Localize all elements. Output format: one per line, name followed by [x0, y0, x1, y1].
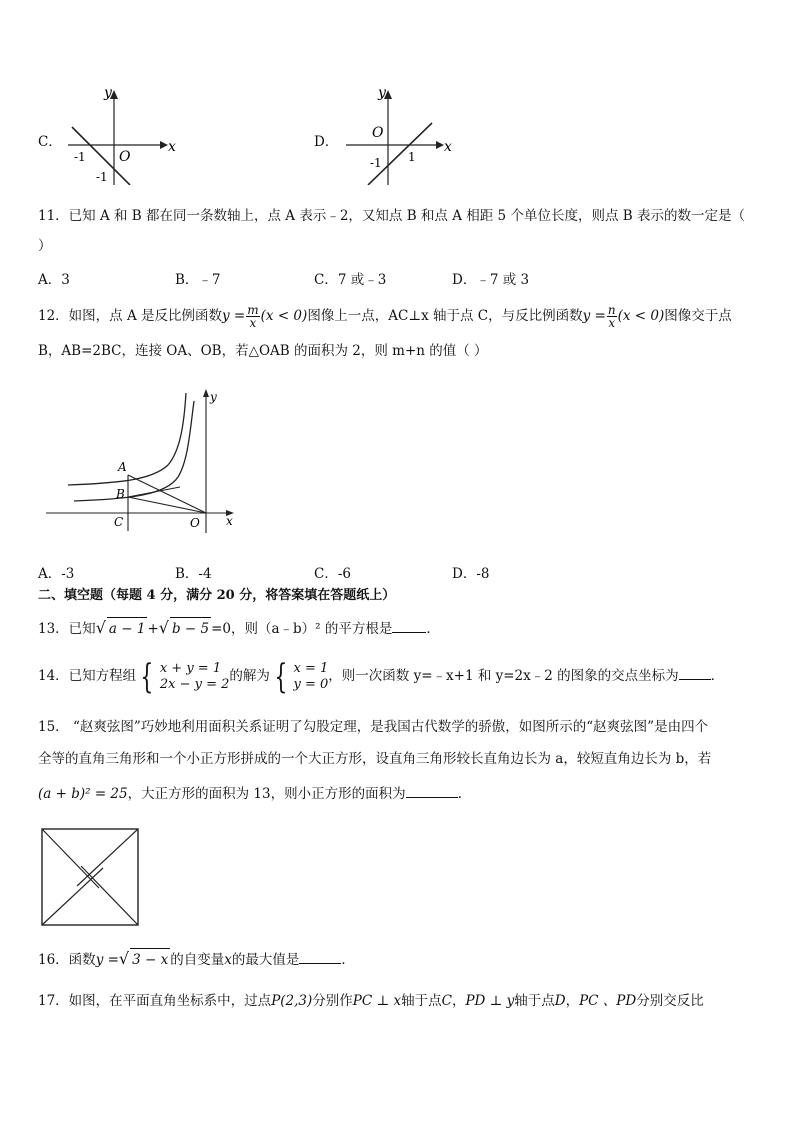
q12-part1: 12．如图，点 A 是反比例函数	[38, 308, 223, 324]
q12-fig-x: x	[226, 514, 233, 528]
q13-radicand-1: a − 1	[107, 617, 148, 640]
q17-part5: 轴于点	[514, 993, 555, 1009]
q12-option-a: A．-3	[38, 566, 75, 582]
q10-option-d-label: D．	[314, 134, 339, 150]
q16-answer-blank[interactable]	[299, 949, 341, 964]
q13-part3: ．	[426, 621, 440, 637]
q11-option-d: D．﹣7 或 3	[452, 272, 530, 288]
q10-option-d-graph	[340, 85, 460, 185]
q12-option-c: C．-6	[314, 566, 351, 582]
brace-icon: {	[140, 656, 154, 697]
q12-frac1-den: x	[249, 316, 257, 330]
q17-part7: 分别交反比	[636, 993, 704, 1009]
q10d-y-label: y	[378, 85, 386, 101]
q17-pc-perp-x: PC ⊥ x	[352, 993, 402, 1009]
q10c-x-label: x	[168, 139, 176, 155]
q12-frac1-num: m	[247, 303, 259, 317]
q15-zhao-shuang-diagram	[41, 828, 141, 928]
q14-part3: ，则一次函数 y=﹣x+1 和 y=2x﹣2 的图象的交点坐标为	[328, 668, 679, 684]
sqrt-icon: √	[95, 618, 106, 637]
q12-fraction-n-over-x	[607, 304, 617, 329]
q10d-pos1-x: 1	[408, 150, 416, 164]
q11-option-a: A．3	[38, 272, 70, 288]
q10c-y-label: y	[104, 85, 112, 101]
q16-x-var: x	[224, 952, 232, 968]
q10d-origin: O	[372, 125, 384, 141]
q12-y-eq-1: y =	[222, 308, 246, 324]
q13-part2: =0，则（a﹣b）² 的平方根是	[211, 621, 393, 637]
sqrt-icon: √	[118, 949, 130, 968]
q15-text-line1: 15． “赵爽弦图”巧妙地利用面积关系证明了勾股定理，是我国古代数学的骄傲，如图所示的“赵爽弦图”是由四个	[38, 719, 709, 735]
q13-answer-blank[interactable]	[392, 618, 426, 633]
q11-text-line2: ）	[38, 238, 52, 254]
q12-cond1-text: x < 0	[265, 308, 303, 324]
q17-part6: ，	[565, 993, 580, 1009]
q17-part1: 17．如图，在平面直角坐标系中，过点	[38, 993, 272, 1009]
q12-fig-b: B	[116, 487, 125, 501]
q12-fig-a: A	[118, 460, 127, 474]
q12-option-d: D．-8	[452, 566, 490, 582]
q13-text	[38, 617, 440, 640]
q11-option-c: C．7 或﹣3	[314, 272, 387, 288]
q12-fig-o: O	[190, 516, 200, 530]
q10c-neg1-x: -1	[74, 150, 86, 164]
q15-text-line3	[38, 783, 462, 805]
q17-part3: 轴于点	[401, 993, 442, 1009]
q10-option-c-label: C．	[38, 134, 62, 150]
q14-system-2	[270, 656, 329, 697]
q15-end: .	[457, 786, 462, 802]
q12-text-line1	[38, 302, 732, 330]
q14-part1: 14．已知方程组	[38, 668, 137, 684]
q15-text-line2: 全等的直角三角形和一个小正方形拼成的一个大正方形，设直角三角形较长直角边长为 a，较短直角边长为 b，若	[38, 751, 712, 767]
q15-answer-blank[interactable]	[406, 783, 458, 798]
q17-point-p: P(2,3)	[271, 993, 313, 1009]
q17-point-d: D	[554, 993, 566, 1009]
q12-text-line2: B，AB=2BC，连接 OA、OB，若△OAB 的面积为 2，则 m+n 的值（ ）	[38, 343, 488, 359]
q12-part3: 图像交于点	[664, 308, 732, 324]
q14-part2: 的解为	[229, 668, 270, 684]
q17-part4: ，	[451, 993, 466, 1009]
q12-cond2-text: x < 0	[622, 308, 659, 324]
q13-radicand-2: b − 5	[170, 617, 211, 640]
q14-sys1-row2: 2x − y = 2	[159, 676, 230, 692]
q11-text-line1: 11．已知 A 和 B 都在同一条数轴上，点 A 表示﹣2，又知点 B 和点 A 相距 5 个单位长度，则点 B 表示的数一定是（	[38, 208, 745, 224]
q14-sys2-row1: x = 1	[293, 660, 329, 676]
q14-sys2-row2: y = 0	[293, 676, 329, 692]
q10-option-c-graph	[64, 85, 184, 185]
q11-option-b: B．﹣7	[175, 272, 221, 288]
q12-frac2-num: n	[607, 303, 616, 317]
q12-fig-y: y	[210, 390, 217, 404]
q12-fig-c: C	[114, 515, 124, 529]
q15-equation: (a + b)² = 25	[38, 786, 128, 802]
q10d-x-label: x	[444, 139, 452, 155]
q12-y-eq-2: y =	[582, 308, 606, 324]
q10d-neg1-y: -1	[370, 156, 382, 170]
q16-part4: ．	[341, 952, 355, 968]
q17-pc-pd: PC 、PD	[579, 993, 637, 1009]
q15-part3: ，大正方形的面积为 13，则小正方形的面积为	[127, 786, 406, 802]
q14-text	[38, 656, 724, 696]
q12-part2: 图像上一点，AC⊥x 轴于点 C，与反比例函数	[307, 308, 583, 324]
q17-part2: 分别作	[312, 993, 353, 1009]
q16-part1: 16．函数	[38, 952, 96, 968]
q14-answer-blank[interactable]	[679, 665, 711, 680]
q16-part3: 的最大值是	[231, 952, 300, 968]
section2-heading: 二、填空题（每题 4 分，满分 20 分，将答案填在答题纸上）	[38, 588, 396, 603]
q17-pd-perp-y: PD ⊥ y	[465, 993, 515, 1009]
q16-y-eq: y =	[95, 952, 119, 968]
q10c-neg1-y: -1	[96, 170, 108, 184]
q12-cond-2: (x < 0)	[617, 308, 665, 324]
q13-part1: 13．已知	[38, 621, 96, 637]
q12-frac2-den: x	[608, 316, 616, 330]
q12-cond-1: (x < 0)	[260, 308, 308, 324]
q12-figure	[40, 385, 240, 535]
q12-fraction-m-over-x	[246, 304, 259, 329]
q12-option-b: B．-4	[175, 566, 212, 582]
q17-point-c: C	[441, 993, 452, 1009]
q16-part2: 的自变量	[170, 952, 225, 968]
q14-system-1	[136, 656, 230, 697]
q14-sys1-row1: x + y = 1	[159, 660, 222, 676]
q16-text	[38, 948, 355, 971]
q17-text	[38, 990, 704, 1012]
q10c-origin: O	[119, 149, 131, 165]
brace-icon: {	[274, 656, 288, 697]
sqrt-icon: √	[158, 618, 169, 637]
q14-part4: ．	[710, 668, 725, 684]
q16-radicand: 3 − x	[130, 948, 170, 971]
q13-plus: +	[147, 621, 159, 637]
